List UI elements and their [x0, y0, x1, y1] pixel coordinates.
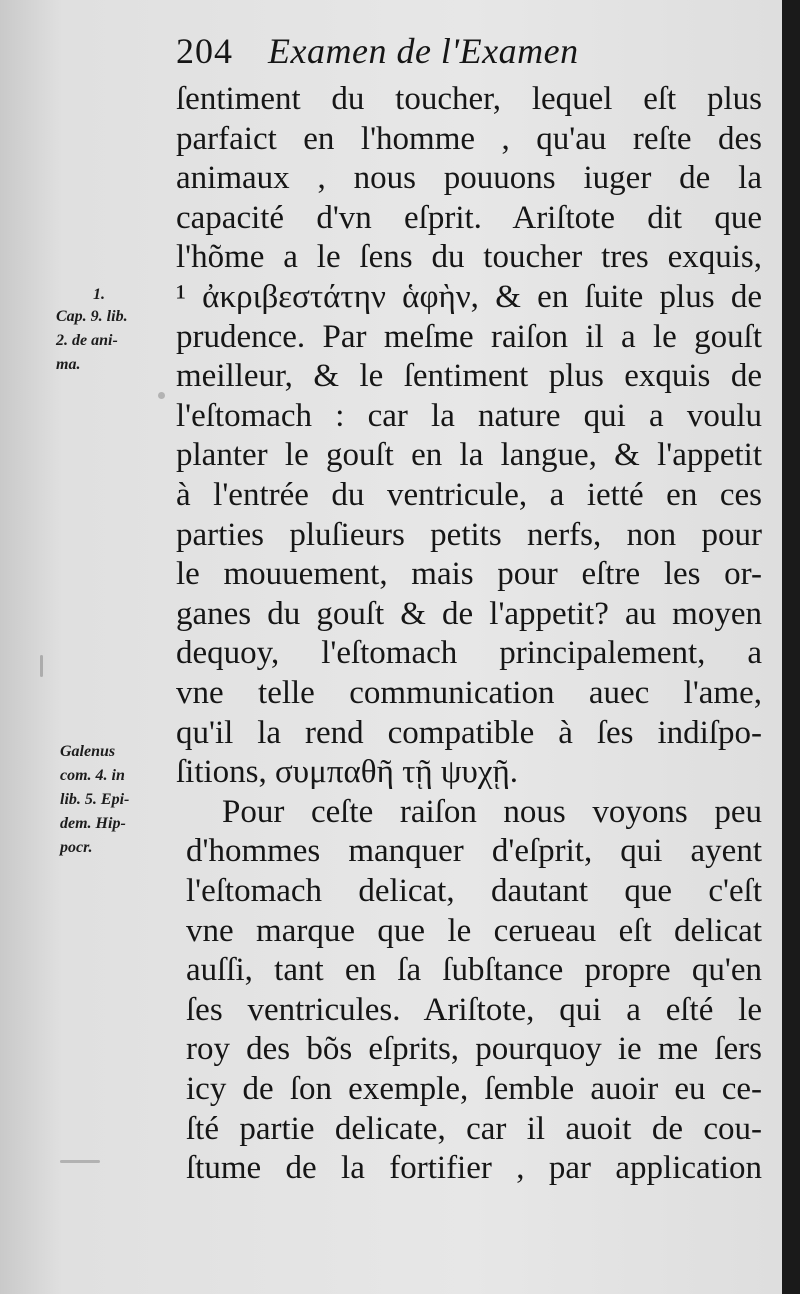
margin-note-line: Cap. 9. lib.: [56, 308, 128, 325]
running-title: Examen de l'Examen: [268, 31, 579, 71]
margin-note-line: lib. 5. Epi-: [60, 791, 130, 808]
margin-note-line: 2. de ani-: [56, 332, 118, 349]
ink-mark: [60, 1160, 100, 1163]
body-line: qu'il la rend compatible à ſes indiſpo-: [176, 715, 762, 751]
margin-note-line: com. 4. in: [60, 767, 125, 784]
body-line: parties pluſieurs petits nerfs, non pour: [176, 517, 762, 553]
body-line: planter le gouſt en la langue, & l'appetit: [176, 437, 762, 473]
margin-note-number: 1.: [93, 286, 105, 303]
body-line: ſes ventricules. Ariſtote, qui a eſté le: [186, 992, 762, 1028]
body-line: ſté partie delicate, car il auoit de cou-: [186, 1111, 762, 1147]
margin-note-line: Galenus: [60, 743, 116, 760]
body-line: roy des bõs eſprits, pourquoy ie me ſers: [186, 1031, 762, 1067]
body-line: ſtume de la fortifier , par application: [186, 1150, 762, 1186]
body-line: d'hommes manquer d'eſprit, qui ayent: [186, 833, 762, 869]
body-line: l'eſtomach : car la nature qui a voulu: [176, 398, 762, 434]
body-line: vne telle communication auec l'ame,: [176, 675, 762, 711]
body-line: auſſi, tant en ſa ſubſtance propre qu'en: [186, 952, 762, 988]
body-line: prudence. Par meſme raiſon il a le gouſt: [176, 319, 762, 355]
body-line: meilleur, & le ſentiment plus exquis de: [176, 358, 762, 394]
body-line: Pour ceſte raiſon nous voyons peu: [222, 794, 762, 830]
body-line: ganes du gouſt & de l'appetit? au moyen: [176, 596, 762, 632]
body-line: animaux , nous pouuons iuger de la: [176, 160, 762, 196]
page-number: 204: [176, 31, 233, 71]
body-line: ſentiment du toucher, lequel eſt plus: [176, 81, 762, 117]
body-line: le mouuement, mais pour eſtre les or-: [176, 556, 762, 592]
ink-spot: [158, 392, 165, 399]
margin-note-line: pocr.: [60, 839, 93, 856]
body-line: capacité d'vn eſprit. Ariſtote dit que: [176, 200, 762, 236]
body-line: parfaict en l'homme , qu'au reſte des: [176, 121, 762, 157]
page-edge-shadow: [782, 0, 800, 1294]
body-line: ſitions, συμπαθῆ τῇ ψυχῇ.: [176, 754, 519, 790]
margin-note-line: dem. Hip-: [60, 815, 126, 832]
body-line: l'eſtomach delicat, dautant que c'eſt: [186, 873, 762, 909]
margin-note-line: ma.: [56, 356, 81, 373]
body-line: dequoy, l'eſtomach principalement, a: [176, 635, 762, 671]
body-line: l'hõme a le ſens du toucher tres exquis,: [176, 239, 762, 275]
body-line: ¹ ἀκριβεστάτην ἁφὴν, & en ſuite plus de: [176, 279, 762, 315]
ink-mark: [40, 655, 43, 677]
body-line: vne marque que le cerueau eſt delicat: [186, 913, 762, 949]
body-line: à l'entrée du ventricule, a ietté en ces: [176, 477, 762, 513]
page-header: [176, 30, 579, 72]
body-line: icy de ſon exemple, ſemble auoir eu ce-: [186, 1071, 762, 1107]
